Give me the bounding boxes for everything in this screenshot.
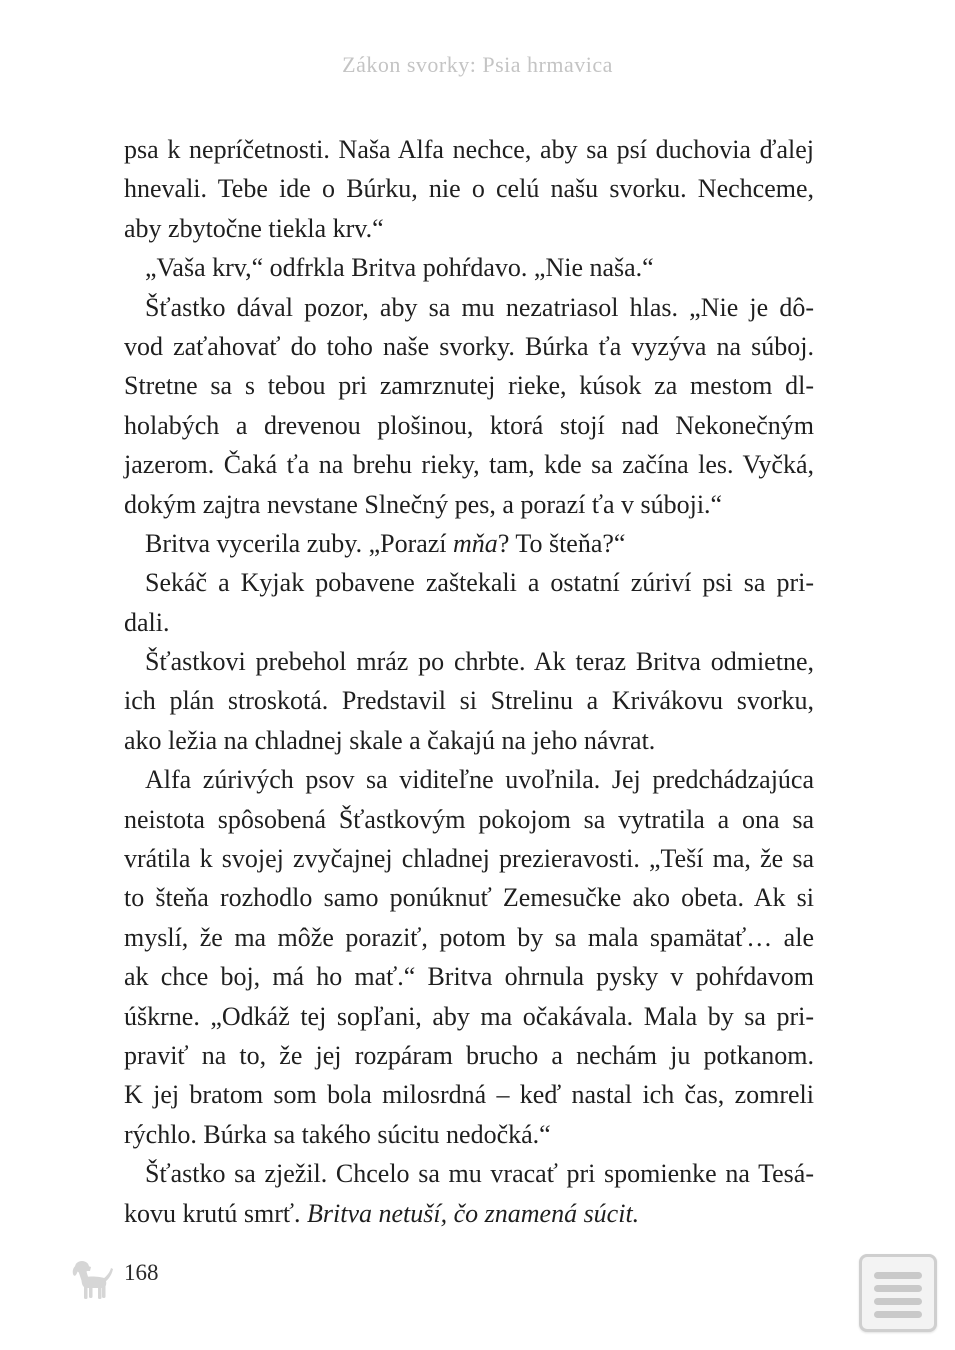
body-text <box>124 130 814 1233</box>
hamburger-menu-icon <box>870 1270 926 1318</box>
page-number: 168 <box>124 1260 159 1285</box>
menu-button[interactable] <box>859 1254 937 1332</box>
italic-text: Britva netuší, čo znamená súcit. <box>307 1198 640 1228</box>
text-segment: Stretne sa s tebou pri zamrznutej rieke, kúsok za mestom dl- <box>124 371 814 401</box>
text-line <box>124 997 814 1036</box>
text-line <box>124 1194 814 1233</box>
text-segment: dokým zajtra nevstane Slnečný pes, a porazí ťa v súboji.“ <box>124 489 723 519</box>
text-segment: neistota spôsobená Šťastkovým pokojom sa vytratila a ona sa <box>124 804 814 834</box>
text-line <box>124 288 814 327</box>
text-segment: K jej bratom som bola milosrdná – keď nastal ich čas, zomreli <box>124 1080 814 1110</box>
text-line <box>124 1154 814 1193</box>
text-segment: jazerom. Čaká ťa na brehu rieky, tam, kde sa začína les. Vyčká, <box>124 450 814 480</box>
text-segment: vod zaťahovať do toho naše svorky. Búrka ťa vyzýva na súboj. <box>124 331 814 361</box>
text-segment: to šteňa rozhodlo samo ponúknuť Zemesučke ako obeta. Ak si <box>124 883 814 913</box>
text-segment: Sekáč a Kyjak pobavene zaštekali a ostatní zúriví psi sa pri- <box>145 568 814 598</box>
text-line <box>124 327 814 366</box>
text-line <box>124 248 814 287</box>
text-line <box>124 800 814 839</box>
text-segment: Šťastko sa zježil. Chcelo sa mu vracať pri spomienke na Tesá- <box>145 1159 814 1189</box>
text-line <box>124 563 814 602</box>
text-line <box>124 1075 814 1114</box>
text-segment: ak chce boj, má ho mať.“ Britva ohrnula pysky v pohŕdavom <box>124 962 814 992</box>
text-line <box>124 1036 814 1075</box>
text-segment: Britva vycerila zuby. „Porazí <box>145 528 454 558</box>
text-line <box>124 839 814 878</box>
text-segment: kovu krutú smrť. <box>124 1198 307 1228</box>
text-line <box>124 603 814 642</box>
text-line <box>124 721 814 760</box>
text-line <box>124 130 814 169</box>
text-segment: ich plán stroskotá. Predstavil si Strelinu a Krivákovu svorku, <box>124 686 814 716</box>
text-line <box>124 169 814 208</box>
dog-icon <box>70 1256 116 1302</box>
text-segment: vrátila k svojej zvyčajnej chladnej prezieravosti. „Teší ma, že sa <box>124 844 814 874</box>
text-segment: praviť na to, že jej rozpáram brucho a nechám ju potkanom. <box>124 1040 814 1070</box>
text-line <box>124 642 814 681</box>
text-segment: úškrne. „Odkáž tej sopľani, aby ma očakávala. Mala by sa pri- <box>124 1001 814 1031</box>
text-segment: Alfa zúrivých psov sa viditeľne uvoľnila. Jej predchádzajúca <box>145 765 814 795</box>
text-segment: rýchlo. Búrka sa takého súcitu nedočká.“ <box>124 1119 551 1149</box>
text-segment: Šťastko dával pozor, aby sa mu nezatriasol hlas. „Nie je dô- <box>145 292 814 322</box>
text-segment: Šťastkovi prebehol mráz po chrbte. Ak teraz Britva odmietne, <box>145 647 814 677</box>
running-header: Zákon svorky: Psia hrmavica <box>342 52 613 77</box>
text-segment: ako ležia na chladnej skale a čakajú na jeho návrat. <box>124 725 656 755</box>
text-line <box>124 366 814 405</box>
text-line <box>124 445 814 484</box>
text-line <box>124 957 814 996</box>
text-segment: dali. <box>124 607 170 637</box>
text-line <box>124 524 814 563</box>
text-segment: holabých a drevenou plošinou, ktorá stojí nad Nekonečným <box>124 410 814 440</box>
text-segment: ? To šteňa?“ <box>497 528 626 558</box>
text-line <box>124 209 814 248</box>
text-line <box>124 681 814 720</box>
text-line <box>124 760 814 799</box>
text-line <box>124 878 814 917</box>
italic-text: mňa <box>453 528 498 558</box>
text-line <box>124 1115 814 1154</box>
text-line <box>124 918 814 957</box>
text-line <box>124 485 814 524</box>
text-segment: psa k nepríčetnosti. Naša Alfa nechce, aby sa psí duchovia ďalej <box>124 135 814 164</box>
text-segment: hnevali. Tebe ide o Búrku, nie o celú našu svorku. Nechceme, <box>124 174 814 204</box>
text-segment: „Vaša krv,“ odfrkla Britva pohŕdavo. „Nie naša.“ <box>145 253 654 283</box>
text-segment: aby zbytočne tiekla krv.“ <box>124 213 384 243</box>
text-segment: myslí, že ma môže poraziť, potom by sa mala spamätať… ale <box>124 922 814 952</box>
text-line <box>124 406 814 445</box>
